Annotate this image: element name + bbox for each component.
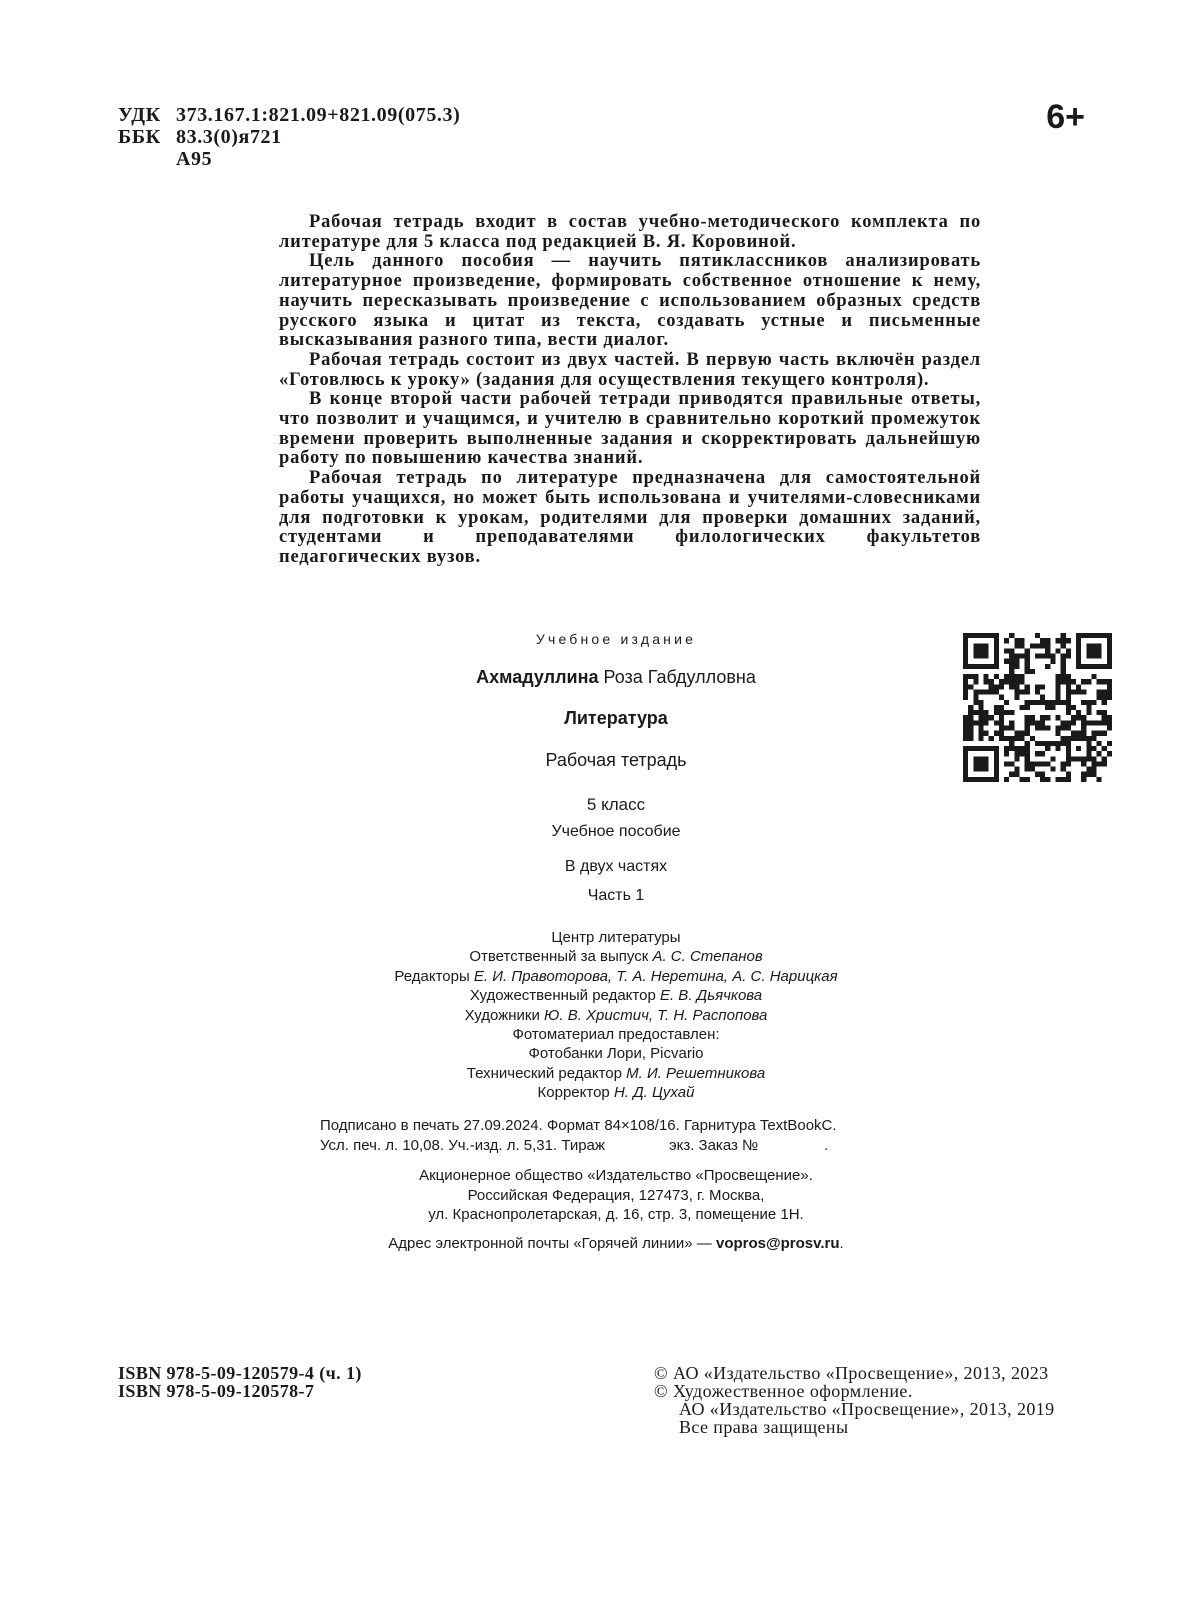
annotation-paragraph: Рабочая тетрадь входит в состав учебно-методического комплекта по литературе для 5 класса под редакцией В. Я. Коровиной. [279, 212, 981, 252]
annotation [279, 213, 981, 568]
art-editor-credit [216, 986, 1016, 1005]
qr-code-icon[interactable] [963, 633, 1112, 782]
corrector-name: Н. Д. Цухай [613, 1084, 695, 1102]
udk-value: 373.167.1:821.09+821.09(075.3) [176, 104, 461, 126]
artists-credit [216, 1006, 1016, 1025]
copyright-line: © АО «Издательство «Просвещение», 2013, 2023 [654, 1363, 1049, 1383]
email-link[interactable]: vopros@prosv.ru [715, 1235, 840, 1252]
photo-credit-label: Фотоматериал предоставлен: [512, 1026, 720, 1044]
editors-label: Редакторы [394, 967, 470, 985]
photo-sources: Фотобанки Лори, Picvario [528, 1045, 704, 1063]
corrector-label: Корректор [537, 1084, 610, 1102]
artists-label: Художники [464, 1006, 540, 1024]
tech-editor-credit [216, 1064, 1016, 1083]
responsible-credit [216, 947, 1016, 966]
print-info-line [320, 1136, 837, 1156]
corrector-credit [216, 1083, 1016, 1102]
copyright-line: АО «Издательство «Просвещение», 2013, 2019 [679, 1399, 1055, 1419]
bbk-label: ББК [118, 126, 161, 148]
copyright-block [654, 1364, 1055, 1436]
order-label: экз. Заказ № [668, 1136, 759, 1154]
textbook-label: Учебное пособие [551, 823, 681, 840]
email-end: . [839, 1235, 844, 1252]
editors-credit [216, 967, 1016, 986]
publisher-street: ул. Краснопролетарская, д. 16, стр. 3, помещение 1Н. [428, 1206, 804, 1224]
artists-names: Ю. В. Христич, Т. Н. Распопова [544, 1006, 768, 1024]
udk-label: УДК [118, 104, 161, 126]
author-surname: Ахмадуллина [476, 667, 599, 687]
print-run-label: Усл. печ. л. 10,08. Уч.-изд. л. 5,31. Тираж [320, 1136, 605, 1154]
annotation-paragraph: Цель данного пособия — научить пятиклассников анализировать литературное произведение, формировать собственное отношение к нему, научить пересказывать произведение с использованием образных средств русского языка и цитат из текста, создавать устные и письменные высказывания разного типа, вести диалог. [279, 251, 981, 351]
annotation-paragraph: В конце второй части рабочей тетради приводятся правильные ответы, что позволит и учащимся, и учителю в сравнительно короткий промежуток времени проверить выполненные задания и скорректировать дальнейшую работу по повышению качества знаний. [279, 389, 981, 469]
editors-names: Е. И. Правоторова, Т. А. Неретина, А. С. Нарицкая [473, 967, 838, 985]
udk-row [118, 104, 460, 126]
art-editor-name: Е. В. Дьячкова [659, 987, 763, 1005]
isbn-part: ISBN 978-5-09-120579-4 (ч. 1) [118, 1363, 362, 1383]
age-rating: 6+ [1046, 98, 1085, 136]
author [316, 667, 916, 688]
publisher-name: Акционерное общество «Издательство «Просвещение». [419, 1167, 813, 1184]
tech-editor-name: М. И. Решетникова [626, 1064, 766, 1082]
rights-reserved: Все права защищены [679, 1417, 849, 1437]
hotline-email [316, 1235, 916, 1252]
publisher-city: Российская Федерация, 127473, г. Москва, [467, 1186, 765, 1204]
part-label: Часть 1 [587, 887, 645, 904]
bbk-value: 83.3(0)я721 [176, 126, 282, 148]
staff-credits [216, 928, 1016, 1103]
tech-editor-label: Технический редактор [466, 1064, 622, 1082]
grade-label: 5 класс [586, 795, 646, 814]
copyright-line: © Художественное оформление. [654, 1381, 913, 1401]
responsible-label: Ответственный за выпуск [469, 948, 649, 966]
edition-type: Учебное издание [535, 631, 697, 647]
order-end: . [824, 1136, 829, 1154]
annotation-paragraph: Рабочая тетрадь состоит из двух частей. В первую часть включён раздел «Готовлюсь к уроку» (задания для осуществления текущего контроля). [279, 349, 981, 390]
subject-title: Литература [564, 708, 668, 728]
parts-label: В двух частях [564, 858, 668, 875]
email-label: Адрес электронной почты «Горячей линии» — [388, 1235, 712, 1252]
print-info [320, 1116, 837, 1155]
art-editor-label: Художественный редактор [469, 987, 656, 1005]
print-info-line: Подписано в печать 27.09.2024. Формат 84×108/16. Гарнитура TextBookC. [320, 1117, 837, 1134]
bbk-row [118, 126, 460, 148]
author-mark: А95 [176, 148, 213, 170]
isbn-set: ISBN 978-5-09-120578-7 [118, 1381, 315, 1401]
center-name: Центр литературы [551, 929, 681, 946]
workbook-label: Рабочая тетрадь [545, 750, 687, 770]
publisher-address [316, 1166, 916, 1225]
annotation-paragraph: Рабочая тетрадь по литературе предназначена для самостоятельной работы учащихся, но может быть использована и учителями-словесниками для подготовки к урокам, родителями для проверки домашних заданий, студентами и преподавателями филологических факультетов педагогических вузов. [279, 468, 981, 567]
classification-codes [118, 104, 460, 170]
author-name: Роза Габдулловна [603, 667, 756, 687]
responsible-name: А. С. Степанов [652, 948, 763, 966]
isbn-block [118, 1364, 362, 1400]
